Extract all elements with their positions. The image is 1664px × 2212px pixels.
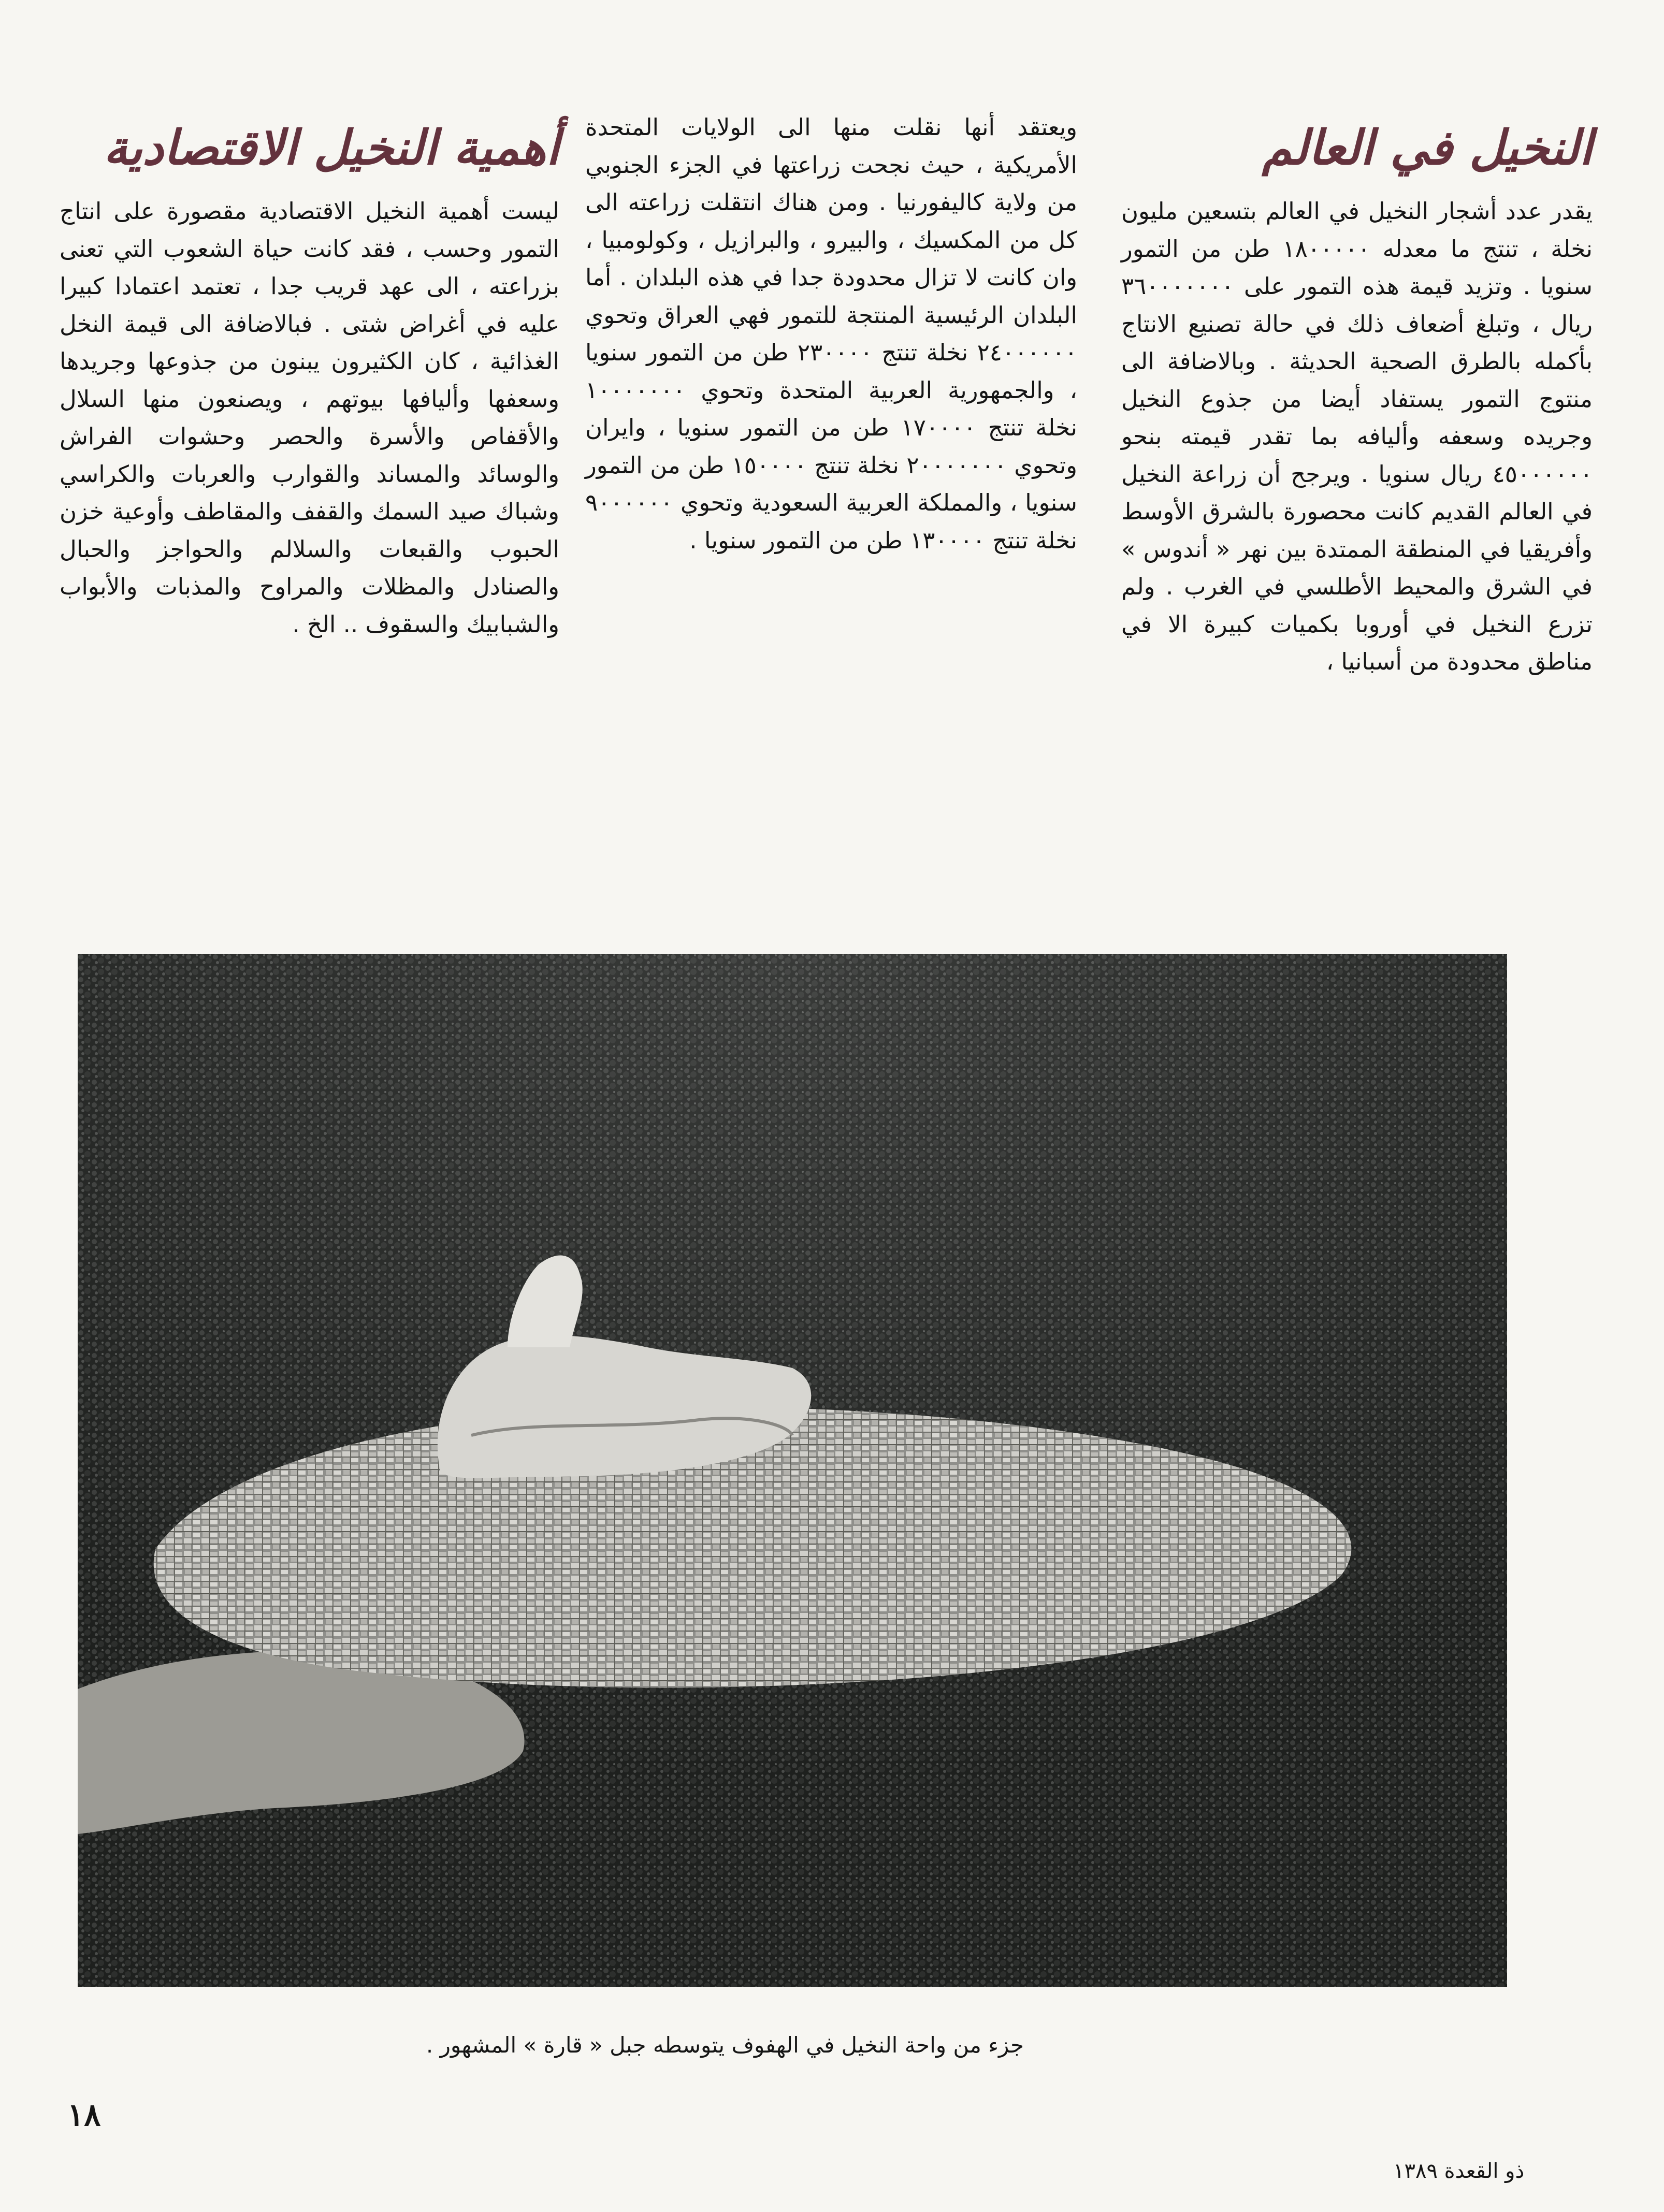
issue-date: ذو القعدة ١٣٨٩ (1393, 2159, 1525, 2183)
body-text-left: ليست أهمية النخيل الاقتصادية مقصورة على انتاج التمور وحسب ، فقد كانت حياة الشعوب التي تعنى بزراعته ، الى عهد قريب جدا ، تعتمد اعتمادا كبيرا عليه في أغراض شتى . فبالاضافة الى قيمة النخل الغذائية ، كان الكثيرون يبنون من جذوعها وجريدها وسعفها وأليافها بيوتهم ، ويصنعون منها السلال والأقفاص والأسرة والحصر وحشوات الفراش والوسائد والمساند والقوارب والعربات والكراسي وشباك صيد السمك والقفف والمقاطف وأوعية خزن الحبوب والقبعات والسلالم والحواجز والحبال والصنادل والمظلات والمراوح والمذبات والأبواب والشبابيك والسقوف .. الخ . (60, 197, 559, 638)
oasis-aerial-image (78, 954, 1507, 1987)
oasis-photo (78, 954, 1507, 1987)
article-column-left (60, 109, 559, 643)
photo-caption: جزء من واحة النخيل في الهفوف يتوسطه جبل « قارة » المشهور . (426, 2032, 1024, 2058)
page-number: ١٨ (67, 2097, 101, 2133)
section-title-economic-importance: أهمية النخيل الاقتصادية (103, 120, 559, 176)
article-column-right (1121, 109, 1593, 681)
section-title-palms-in-world: النخيل في العالم (1262, 120, 1593, 176)
body-text-right: يقدر عدد أشجار النخيل في العالم بتسعين مليون نخلة ، تنتج ما معدله ١٨٠٠٠٠٠ طن من التمور سنويا . وتزيد قيمة هذه التمور على ٣٦٠٠٠٠٠٠٠ ريال ، وتبلغ أضعاف ذلك في حالة تصنيع الانتاج بأكمله بالطرق الصحية الحديثة . وبالاضافة الى منتوج التمور يستفاد أيضا من جذوع النخيل وجريده وسعفه وأليافه بما تقدر قيمته بنحو ٤٥٠٠٠٠٠٠ ريال سنويا . ويرجح أن زراعة النخيل في العالم القديم كانت محصورة بالشرق الأوسط وأفريقيا في المنطقة الممتدة بين نهر « أندوس » في الشرق والمحيط الأطلسي في الغرب . ولم تزرع النخيل في أوروبا بكميات كبيرة الا في مناطق محدودة من أسبانيا ، (1121, 197, 1593, 675)
body-text-middle: ويعتقد أنها نقلت منها الى الولايات المتحدة الأمريكية ، حيث نجحت زراعتها في الجزء الجنوبي من ولاية كاليفورنيا . ومن هناك انتقلت زراعته الى كل من المكسيك ، والبيرو ، والبرازيل ، وكولومبيا ، وان كانت لا تزال محدودة جدا في هذه البلدان . أما البلدان الرئيسية المنتجة للتمور فهي العراق وتحوي ٢٤٠٠٠٠٠٠ نخلة تنتج ٢٣٠٠٠٠ طن من التمور سنويا ، والجمهورية العربية المتحدة وتحوي ١٠٠٠٠٠٠٠ نخلة تنتج ١٧٠٠٠٠ طن من التمور سنويا ، وايران وتحوي ٢٠٠٠٠٠٠٠ نخلة تنتج ١٥٠٠٠٠ طن من التمور سنويا ، والمملكة العربية السعودية وتحوي ٩٠٠٠٠٠٠ نخلة تنتج ١٣٠٠٠٠ طن من التمور سنويا . (585, 113, 1077, 554)
article-column-middle (585, 109, 1077, 559)
